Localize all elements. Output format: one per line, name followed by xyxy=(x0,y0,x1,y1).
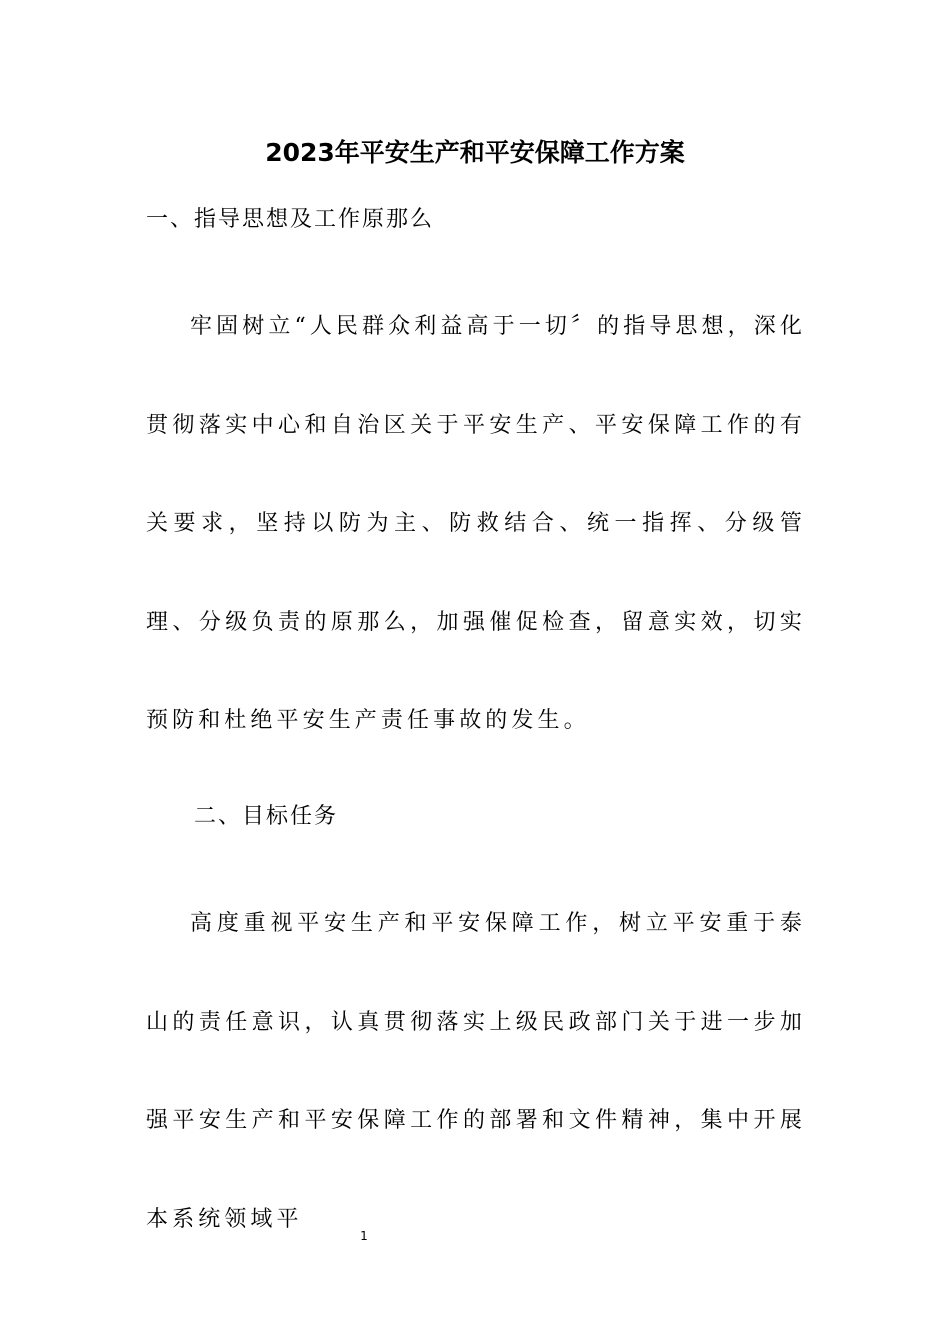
page-number: 1 xyxy=(360,1229,368,1243)
section-heading-goals-tasks: 二、目标任务 xyxy=(194,804,339,829)
document-title: 2023年平安生产和平安保障工作方案 xyxy=(265,138,685,167)
section-paragraph-goals-tasks: 高度重视平安生产和平安保障工作，树立平安重于泰山的责任意识，认真贯彻落实上级民政部门关于进一步加强平安生产和平安保障工作的部署和文件精神，集中开展本系统领域平 xyxy=(146,911,806,1232)
section-heading-guiding-principles: 一、指导思想及工作原那么 xyxy=(146,207,435,232)
section-paragraph-guiding-principles: 牢固树立“人民群众利益高于一切〞的指导思想，深化贯彻落实中心和自治区关于平安生产、平安保障工作的有关要求，坚持以防为主、防救结合、统一指挥、分级管理、分级负责的原那么，加强催促检查，留意实效，切实预防和杜绝平安生产责任事故的发生。 xyxy=(146,314,806,733)
